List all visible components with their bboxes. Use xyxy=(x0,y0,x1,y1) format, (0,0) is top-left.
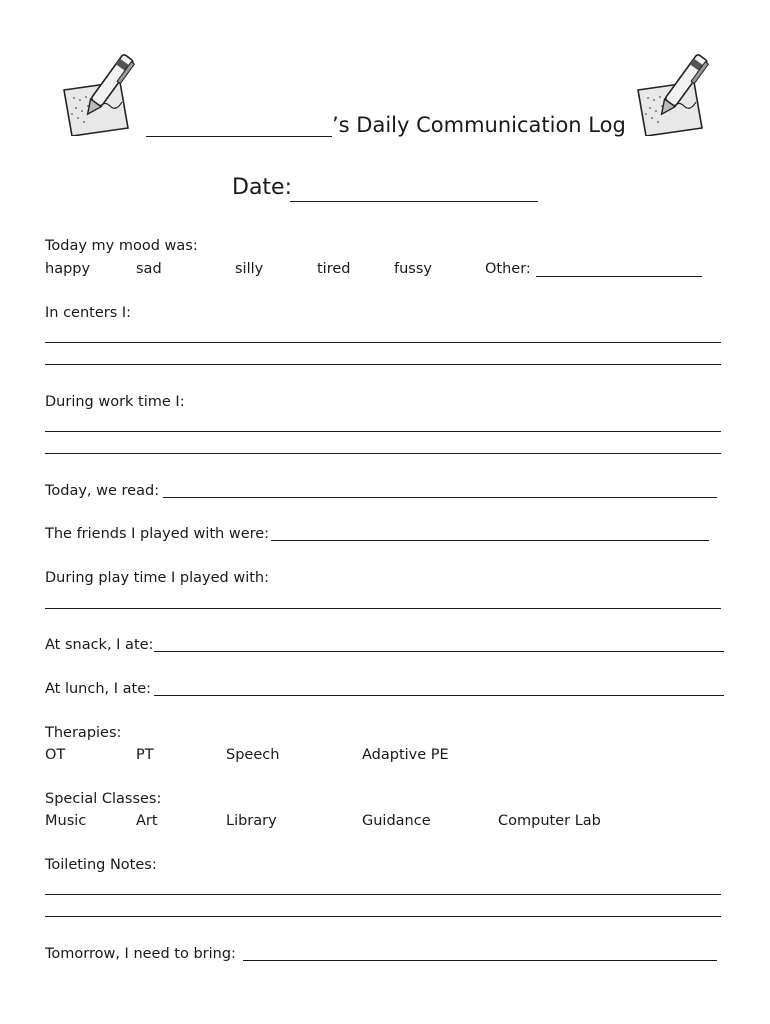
mood-option: silly xyxy=(235,261,264,277)
friends-blank[interactable] xyxy=(271,540,709,541)
mood-option: happy xyxy=(45,261,91,277)
tomorrow-label: Tomorrow, I need to bring: xyxy=(45,946,236,962)
special-class-option: Library xyxy=(226,813,277,829)
toileting-line[interactable] xyxy=(45,916,721,917)
therapy-option: OT xyxy=(45,747,66,763)
mood-option: sad xyxy=(136,261,162,277)
mood-other-label: Other: xyxy=(485,261,531,277)
work-time-line[interactable] xyxy=(45,453,721,454)
mood-other-blank[interactable] xyxy=(536,276,702,277)
mood-option: fussy xyxy=(394,261,432,277)
special-class-option: Computer Lab xyxy=(498,813,601,829)
centers-heading: In centers I: xyxy=(45,305,132,321)
pen-and-paper-icon xyxy=(58,48,140,136)
lunch-label: At lunch, I ate: xyxy=(45,681,152,697)
reading-label: Today, we read: xyxy=(45,483,160,499)
work-time-line[interactable] xyxy=(45,431,721,432)
tomorrow-blank[interactable] xyxy=(243,960,717,961)
date-label: Date: xyxy=(232,175,292,200)
therapy-option: PT xyxy=(136,747,154,763)
reading-blank[interactable] xyxy=(163,497,717,498)
page-title: ’s Daily Communication Log xyxy=(332,113,626,137)
special-classes-heading: Special Classes: xyxy=(45,791,162,807)
special-class-option: Art xyxy=(136,813,158,829)
special-class-option: Music xyxy=(45,813,87,829)
snack-label: At snack, I ate: xyxy=(45,637,154,653)
therapies-heading: Therapies: xyxy=(45,725,122,741)
mood-option: tired xyxy=(317,261,351,277)
play-time-line[interactable] xyxy=(45,608,721,609)
centers-line[interactable] xyxy=(45,364,721,365)
friends-label: The friends I played with were: xyxy=(45,526,270,542)
toileting-line[interactable] xyxy=(45,894,721,895)
name-blank[interactable] xyxy=(146,136,332,137)
mood-heading: Today my mood was: xyxy=(45,238,198,254)
work-time-heading: During work time I: xyxy=(45,394,185,410)
therapy-option: Adaptive PE xyxy=(362,747,449,763)
centers-line[interactable] xyxy=(45,342,721,343)
toileting-heading: Toileting Notes: xyxy=(45,857,157,873)
therapy-option: Speech xyxy=(226,747,280,763)
special-class-option: Guidance xyxy=(362,813,431,829)
snack-blank[interactable] xyxy=(154,651,724,652)
pen-and-paper-icon xyxy=(632,48,714,136)
play-time-heading: During play time I played with: xyxy=(45,570,269,586)
date-blank[interactable] xyxy=(290,201,538,202)
lunch-blank[interactable] xyxy=(154,695,724,696)
